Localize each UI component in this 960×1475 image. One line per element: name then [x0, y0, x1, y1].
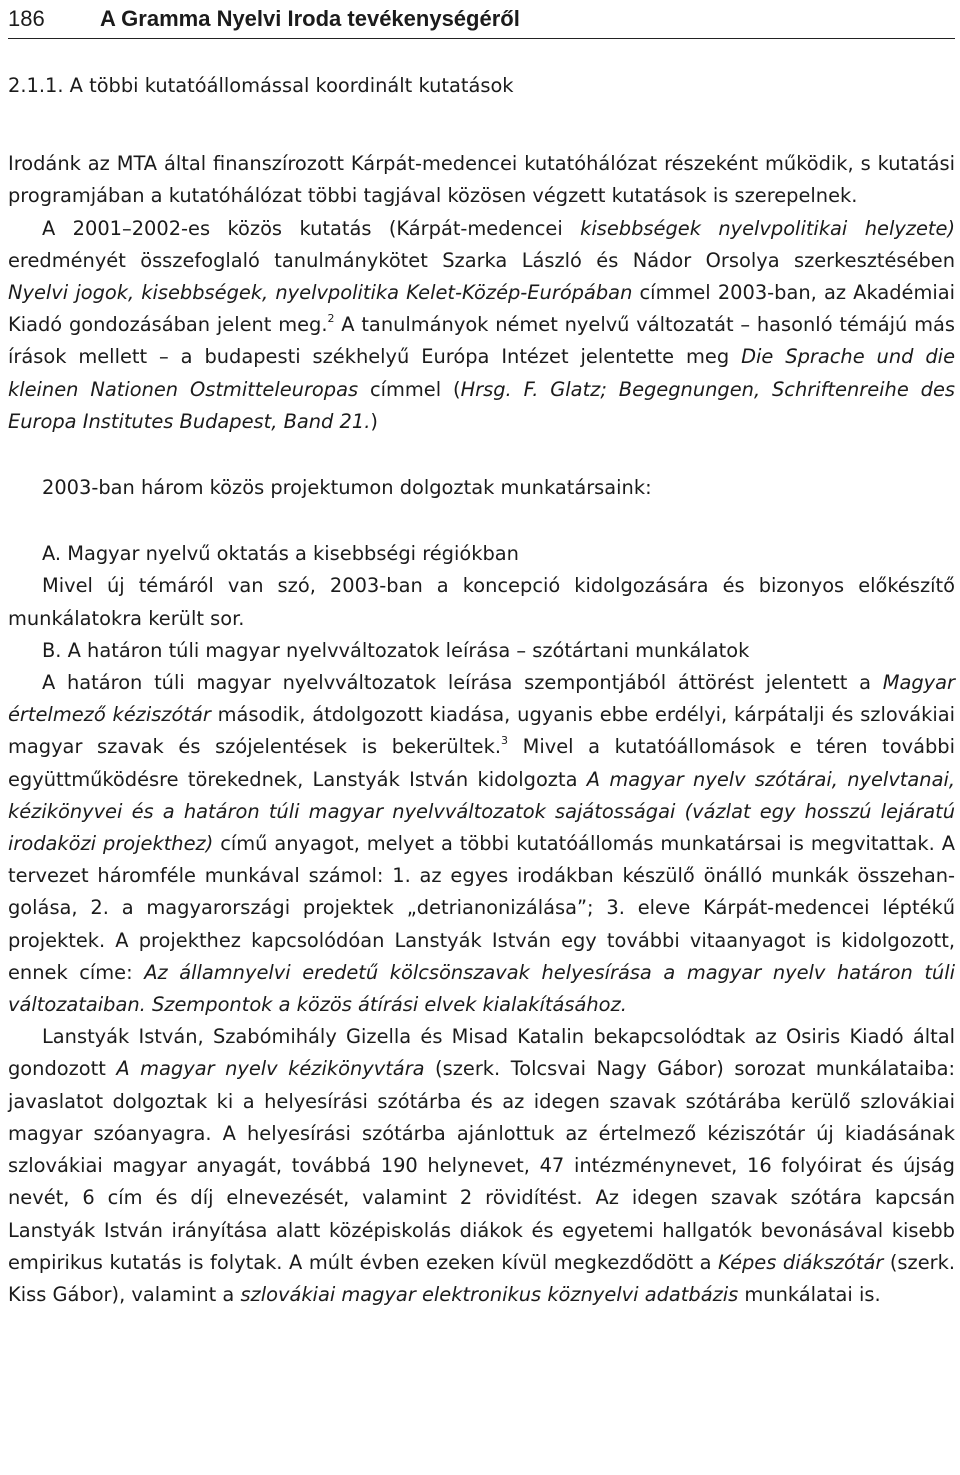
running-header [8, 2, 955, 39]
text-run: címmel ( [358, 377, 461, 401]
book-title: Képes diákszótár [718, 1250, 884, 1274]
text-run: második, átdolgozott kiadása, ugyanis ebbe erdélyi, kárpátalji és szlovákiai magyar szavak és szójelentések is bekerültek. [8, 703, 955, 759]
paragraph-intro: Irodánk az MTA által finanszírozott Kárpát-medencei kutatóhálózat részeként működik, s kutatási programjában a kutatóhálózat többi tagjával közösen végzett kutatások is szerepelnek. [8, 152, 955, 208]
text-run: munkálatai is. [738, 1282, 881, 1306]
text-run: című anyagot, melyet a többi kutatóállomás munkatársai is megvitattak. A tervezet háromféle munkával számol: 1. az egyes irodákban készülő önálló munkák összehangolása, 2. a magyarországi projektek „detrianonizálása”; 3. eleve Kárpát-medencei léptékű projektek. A projekthez kapcsolódóan Lanstyák István egy további vitaanyagot is kidolgozott, ennek címe: [8, 832, 955, 984]
text-run: ) [370, 409, 378, 433]
text-run: Lanstyák István, Szabómihály Gizella és Misad Katalin bekapcsolódtak az Osiris Kiadó által gondozott [8, 1025, 955, 1081]
text-run: (szerk. Tolcsvai Nagy Gábor) sorozat munkálataiba: javaslatot dolgoztak ki a helyesírási szótárba és az idegen szavak szótárába kerülő szlovákiai magyar szóanyagra. A helyesírási szótárba ajánlottuk az értelmező kéziszótár új kiadásának szlovákiai magyar anyagát, továbbá 190 helynevet, 47 intézménynevet, 16 folyóirat és újság nevét, 6 cím és díj elnevezését, valamint 2 rövidítést. Az idegen szavak szótára kapcsán Lanstyák István irányítása alatt középiskolás diákok és egyetemi hallgatók bevonásával kisebb empirikus kutatás is folytak. A múlt évben ezeken kívül megkezdődött a [8, 1057, 955, 1274]
paragraph-projects-intro: 2003-ban három közös projektumon dolgoztak munkatársaink: [42, 476, 652, 500]
book-title: Magyar értelmező kéziszótár [8, 671, 955, 727]
text-run: (szerk. Kiss Gábor), valamint a [8, 1250, 956, 1306]
italic-run: kisebbségek nyelvpolitikai helyzete) [580, 216, 956, 240]
paragraph-joint-research [8, 213, 955, 438]
running-title: A Gramma Nyelvi Iroda tevékenységéről [100, 6, 520, 31]
text-run: A határon túli magyar nyelvváltozatok leírása szempontjából áttörést jelentett a [42, 671, 883, 695]
paragraph-b [8, 667, 955, 1021]
section-heading: 2.1.1. A többi kutatóállomással koordinált kutatások [8, 74, 514, 97]
subsection-heading-b: B. A határon túli magyar nyelvváltozatok leírása – szótártani munkálatok [42, 638, 750, 662]
work-title: A magyar nyelv szótárai, nyelvtanai, kézikönyvei és a határon túli magyar nyelvváltozatok sajátosságai (vázlat egy hosszú lejáratú irodaközi projekthez) [8, 767, 956, 856]
footnote-ref: 3 [500, 734, 508, 748]
text-run: A tanulmányok német nyelvű változatát – hasonló témájú más írások mellett – a budapesti székhelyű Európa Intézet jelentette meg [8, 313, 955, 369]
body-text [8, 70, 955, 1311]
book-title: Die Sprache und die kleinen Nationen Ostmitteleuropas [8, 345, 955, 401]
database-title: szlovákiai magyar elektronikus köznyelvi adatbázis [240, 1282, 739, 1306]
subsection-heading-a: A. Magyar nyelvű oktatás a kisebbségi régiókban [42, 542, 519, 566]
text-run: eredményét összefoglaló tanulmánykötet Szarka László és Nádor Orsolya szerkesztésében [8, 248, 955, 272]
work-title: Az államnyelvi eredetű kölcsönszavak helyesírása a magyar nyelv határon túli változataiban. Szempontok a közös átírási elvek kialakításához. [8, 960, 955, 1017]
footnote-ref: 2 [327, 312, 335, 326]
text-run: Mivel a kutatóállomások e téren további együttműködésre törekednek, Lanstyák István kidolgozta [8, 735, 955, 791]
book-title: Nyelvi jogok, kisebbségek, nyelvpolitika Kelet-Közép-Európában [8, 281, 633, 305]
text-run: címmel 2003-ban, az Akadémiai Kiadó gondozásában jelent meg. [8, 281, 955, 337]
paragraph-osiris [8, 1021, 955, 1311]
paragraph-a: Mivel új témáról van szó, 2003-ban a koncepció kidolgozására és bizonyos előkészítő munkálatokra került sor. [8, 574, 955, 630]
series-title: A magyar nyelv kézikönyvtára [116, 1057, 425, 1081]
page-number: 186 [8, 6, 45, 31]
text-run: A 2001–2002-es közös kutatás (Kárpát-medencei [42, 216, 581, 240]
italic-run: Hrsg. F. Glatz; Begegnungen, Schriftenreihe des Europa Institutes Budapest, Band 21. [8, 377, 955, 433]
